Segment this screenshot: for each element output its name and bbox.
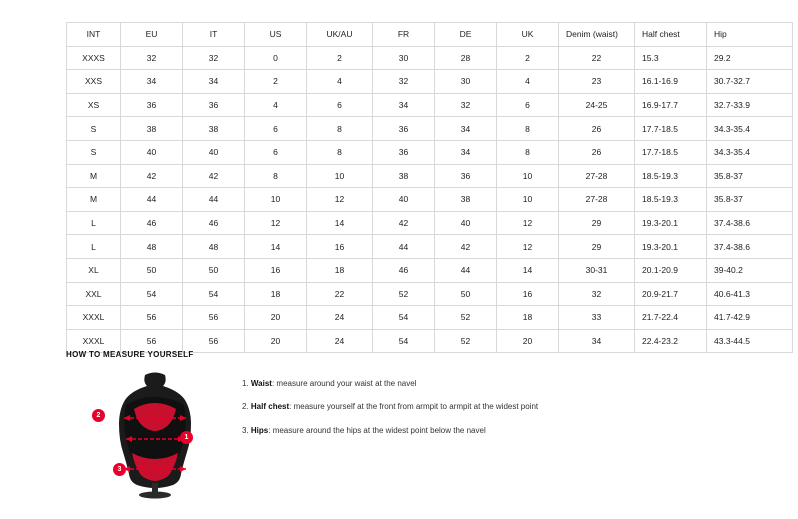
cell-fr: 36 [373, 140, 435, 164]
cell-us: 20 [245, 306, 307, 330]
cell-int: XL [67, 258, 121, 282]
cell-fr: 34 [373, 93, 435, 117]
cell-int: XXXS [67, 46, 121, 70]
mannequin-illustration [90, 369, 220, 499]
cell-eu: 48 [121, 235, 183, 259]
table-header-row [67, 23, 793, 47]
cell-eu: 38 [121, 117, 183, 141]
column-header-fr: FR [373, 23, 435, 47]
table-row [67, 46, 793, 70]
cell-half-chest: 15.3 [635, 46, 707, 70]
cell-ukau: 2 [307, 46, 373, 70]
cell-it: 56 [183, 306, 245, 330]
cell-ukau: 16 [307, 235, 373, 259]
cell-us: 6 [245, 140, 307, 164]
cell-ukau: 8 [307, 140, 373, 164]
column-header-it: IT [183, 23, 245, 47]
cell-hip: 43.3-44.5 [707, 329, 793, 353]
cell-int: XXL [67, 282, 121, 306]
table-row [67, 70, 793, 94]
measure-badge-1: 1 [180, 431, 193, 444]
cell-denim: 30-31 [559, 258, 635, 282]
cell-us: 0 [245, 46, 307, 70]
cell-uk: 12 [497, 235, 559, 259]
cell-denim: 29 [559, 235, 635, 259]
cell-uk: 8 [497, 140, 559, 164]
cell-uk: 20 [497, 329, 559, 353]
cell-ukau: 24 [307, 329, 373, 353]
cell-it: 44 [183, 188, 245, 212]
cell-denim: 33 [559, 306, 635, 330]
cell-denim: 24-25 [559, 93, 635, 117]
cell-fr: 54 [373, 306, 435, 330]
cell-half-chest: 21.7-22.4 [635, 306, 707, 330]
cell-de: 40 [435, 211, 497, 235]
column-header-half-chest: Half chest [635, 23, 707, 47]
table-row [67, 164, 793, 188]
cell-denim: 29 [559, 211, 635, 235]
cell-int: S [67, 117, 121, 141]
cell-ukau: 18 [307, 258, 373, 282]
cell-us: 6 [245, 117, 307, 141]
table-row [67, 188, 793, 212]
cell-us: 12 [245, 211, 307, 235]
cell-hip: 39-40.2 [707, 258, 793, 282]
cell-uk: 6 [497, 93, 559, 117]
cell-half-chest: 16.1-16.9 [635, 70, 707, 94]
cell-ukau: 6 [307, 93, 373, 117]
step-number-2: 2. [242, 402, 249, 412]
cell-hip: 30.7-32.7 [707, 70, 793, 94]
cell-it: 34 [183, 70, 245, 94]
cell-it: 46 [183, 211, 245, 235]
measure-step-half-chest [242, 402, 538, 412]
cell-it: 36 [183, 93, 245, 117]
size-chart-body [67, 46, 793, 353]
cell-int: S [67, 140, 121, 164]
cell-fr: 46 [373, 258, 435, 282]
measure-badge-3: 3 [113, 463, 126, 476]
cell-int: XXS [67, 70, 121, 94]
cell-hip: 34.3-35.4 [707, 117, 793, 141]
cell-hip: 35.8-37 [707, 188, 793, 212]
cell-ukau: 4 [307, 70, 373, 94]
cell-eu: 40 [121, 140, 183, 164]
cell-half-chest: 19.3-20.1 [635, 235, 707, 259]
cell-us: 8 [245, 164, 307, 188]
cell-denim: 22 [559, 46, 635, 70]
column-header-de: DE [435, 23, 497, 47]
table-row [67, 93, 793, 117]
cell-fr: 42 [373, 211, 435, 235]
cell-hip: 37.4-38.6 [707, 211, 793, 235]
cell-it: 54 [183, 282, 245, 306]
size-chart-table [66, 22, 793, 353]
cell-hip: 34.3-35.4 [707, 140, 793, 164]
cell-de: 44 [435, 258, 497, 282]
table-row [67, 306, 793, 330]
cell-hip: 41.7-42.9 [707, 306, 793, 330]
cell-half-chest: 16.9-17.7 [635, 93, 707, 117]
cell-hip: 37.4-38.6 [707, 235, 793, 259]
cell-ukau: 10 [307, 164, 373, 188]
cell-int: L [67, 235, 121, 259]
cell-int: XS [67, 93, 121, 117]
cell-half-chest: 18.5-19.3 [635, 164, 707, 188]
cell-int: XXXL [67, 306, 121, 330]
cell-denim: 27-28 [559, 164, 635, 188]
cell-eu: 44 [121, 188, 183, 212]
cell-eu: 46 [121, 211, 183, 235]
size-chart-container [66, 22, 750, 353]
cell-eu: 34 [121, 70, 183, 94]
cell-fr: 30 [373, 46, 435, 70]
step-term-half-chest: Half chest [250, 402, 290, 412]
mannequin-figure-icon [90, 369, 220, 499]
cell-fr: 52 [373, 282, 435, 306]
cell-ukau: 12 [307, 188, 373, 212]
cell-de: 30 [435, 70, 497, 94]
cell-de: 36 [435, 164, 497, 188]
cell-us: 20 [245, 329, 307, 353]
size-chart-header [67, 23, 793, 47]
cell-de: 34 [435, 117, 497, 141]
step-text-waist: : measure around your waist at the navel [271, 379, 417, 388]
cell-half-chest: 17.7-18.5 [635, 117, 707, 141]
column-header-ukau: UK/AU [307, 23, 373, 47]
cell-fr: 40 [373, 188, 435, 212]
measure-steps-list [242, 369, 538, 449]
cell-uk: 2 [497, 46, 559, 70]
cell-us: 16 [245, 258, 307, 282]
cell-uk: 8 [497, 117, 559, 141]
cell-it: 38 [183, 117, 245, 141]
cell-int: M [67, 188, 121, 212]
cell-eu: 42 [121, 164, 183, 188]
measure-badge-2: 2 [92, 409, 105, 422]
cell-de: 34 [435, 140, 497, 164]
column-header-hip: Hip [707, 23, 793, 47]
cell-us: 2 [245, 70, 307, 94]
cell-int: XXXL [67, 329, 121, 353]
cell-fr: 54 [373, 329, 435, 353]
measure-step-hips [242, 426, 538, 436]
cell-denim: 32 [559, 282, 635, 306]
column-header-eu: EU [121, 23, 183, 47]
cell-int: M [67, 164, 121, 188]
cell-it: 32 [183, 46, 245, 70]
cell-eu: 56 [121, 329, 183, 353]
cell-uk: 16 [497, 282, 559, 306]
column-header-denim-waist: Denim (waist) [559, 23, 635, 47]
cell-denim: 26 [559, 140, 635, 164]
cell-denim: 34 [559, 329, 635, 353]
cell-de: 28 [435, 46, 497, 70]
cell-hip: 32.7-33.9 [707, 93, 793, 117]
column-header-uk: UK [497, 23, 559, 47]
cell-eu: 50 [121, 258, 183, 282]
cell-us: 4 [245, 93, 307, 117]
table-row [67, 235, 793, 259]
cell-half-chest: 20.1-20.9 [635, 258, 707, 282]
cell-denim: 27-28 [559, 188, 635, 212]
cell-half-chest: 19.3-20.1 [635, 211, 707, 235]
table-row [67, 211, 793, 235]
how-to-measure-section [66, 350, 766, 499]
cell-ukau: 14 [307, 211, 373, 235]
cell-half-chest: 18.5-19.3 [635, 188, 707, 212]
cell-ukau: 8 [307, 117, 373, 141]
cell-denim: 23 [559, 70, 635, 94]
cell-eu: 32 [121, 46, 183, 70]
cell-uk: 10 [497, 164, 559, 188]
cell-uk: 18 [497, 306, 559, 330]
cell-half-chest: 20.9-21.7 [635, 282, 707, 306]
cell-de: 52 [435, 329, 497, 353]
cell-fr: 32 [373, 70, 435, 94]
cell-hip: 35.8-37 [707, 164, 793, 188]
cell-fr: 38 [373, 164, 435, 188]
column-header-int: INT [67, 23, 121, 47]
cell-it: 50 [183, 258, 245, 282]
cell-uk: 10 [497, 188, 559, 212]
cell-uk: 14 [497, 258, 559, 282]
column-header-us: US [245, 23, 307, 47]
cell-it: 40 [183, 140, 245, 164]
cell-uk: 4 [497, 70, 559, 94]
cell-eu: 56 [121, 306, 183, 330]
how-to-measure-title: HOW TO MEASURE YOURSELF [66, 350, 194, 359]
cell-de: 50 [435, 282, 497, 306]
cell-denim: 26 [559, 117, 635, 141]
cell-de: 52 [435, 306, 497, 330]
cell-hip: 40.6-41.3 [707, 282, 793, 306]
cell-fr: 36 [373, 117, 435, 141]
step-text-half-chest: : measure yourself at the front from armpit to armpit at the widest point [289, 402, 539, 412]
cell-it: 42 [183, 164, 245, 188]
cell-us: 10 [245, 188, 307, 212]
table-row [67, 117, 793, 141]
step-text-hips: : measure around the hips at the widest point below the navel [268, 425, 486, 435]
cell-eu: 36 [121, 93, 183, 117]
how-to-measure-body [66, 369, 766, 499]
cell-half-chest: 22.4-23.2 [635, 329, 707, 353]
cell-de: 38 [435, 188, 497, 212]
step-term-waist: Waist [250, 379, 272, 388]
step-number-1: 1. [242, 379, 249, 388]
cell-us: 18 [245, 282, 307, 306]
cell-it: 48 [183, 235, 245, 259]
table-row [67, 258, 793, 282]
cell-uk: 12 [497, 211, 559, 235]
cell-half-chest: 17.7-18.5 [635, 140, 707, 164]
step-number-3: 3. [242, 425, 249, 435]
table-row [67, 140, 793, 164]
cell-eu: 54 [121, 282, 183, 306]
cell-ukau: 22 [307, 282, 373, 306]
cell-hip: 29.2 [707, 46, 793, 70]
cell-de: 42 [435, 235, 497, 259]
cell-de: 32 [435, 93, 497, 117]
cell-ukau: 24 [307, 306, 373, 330]
cell-us: 14 [245, 235, 307, 259]
cell-it: 56 [183, 329, 245, 353]
table-row [67, 282, 793, 306]
measure-step-waist [242, 379, 538, 389]
step-term-hips: Hips [250, 425, 269, 435]
cell-int: L [67, 211, 121, 235]
cell-fr: 44 [373, 235, 435, 259]
